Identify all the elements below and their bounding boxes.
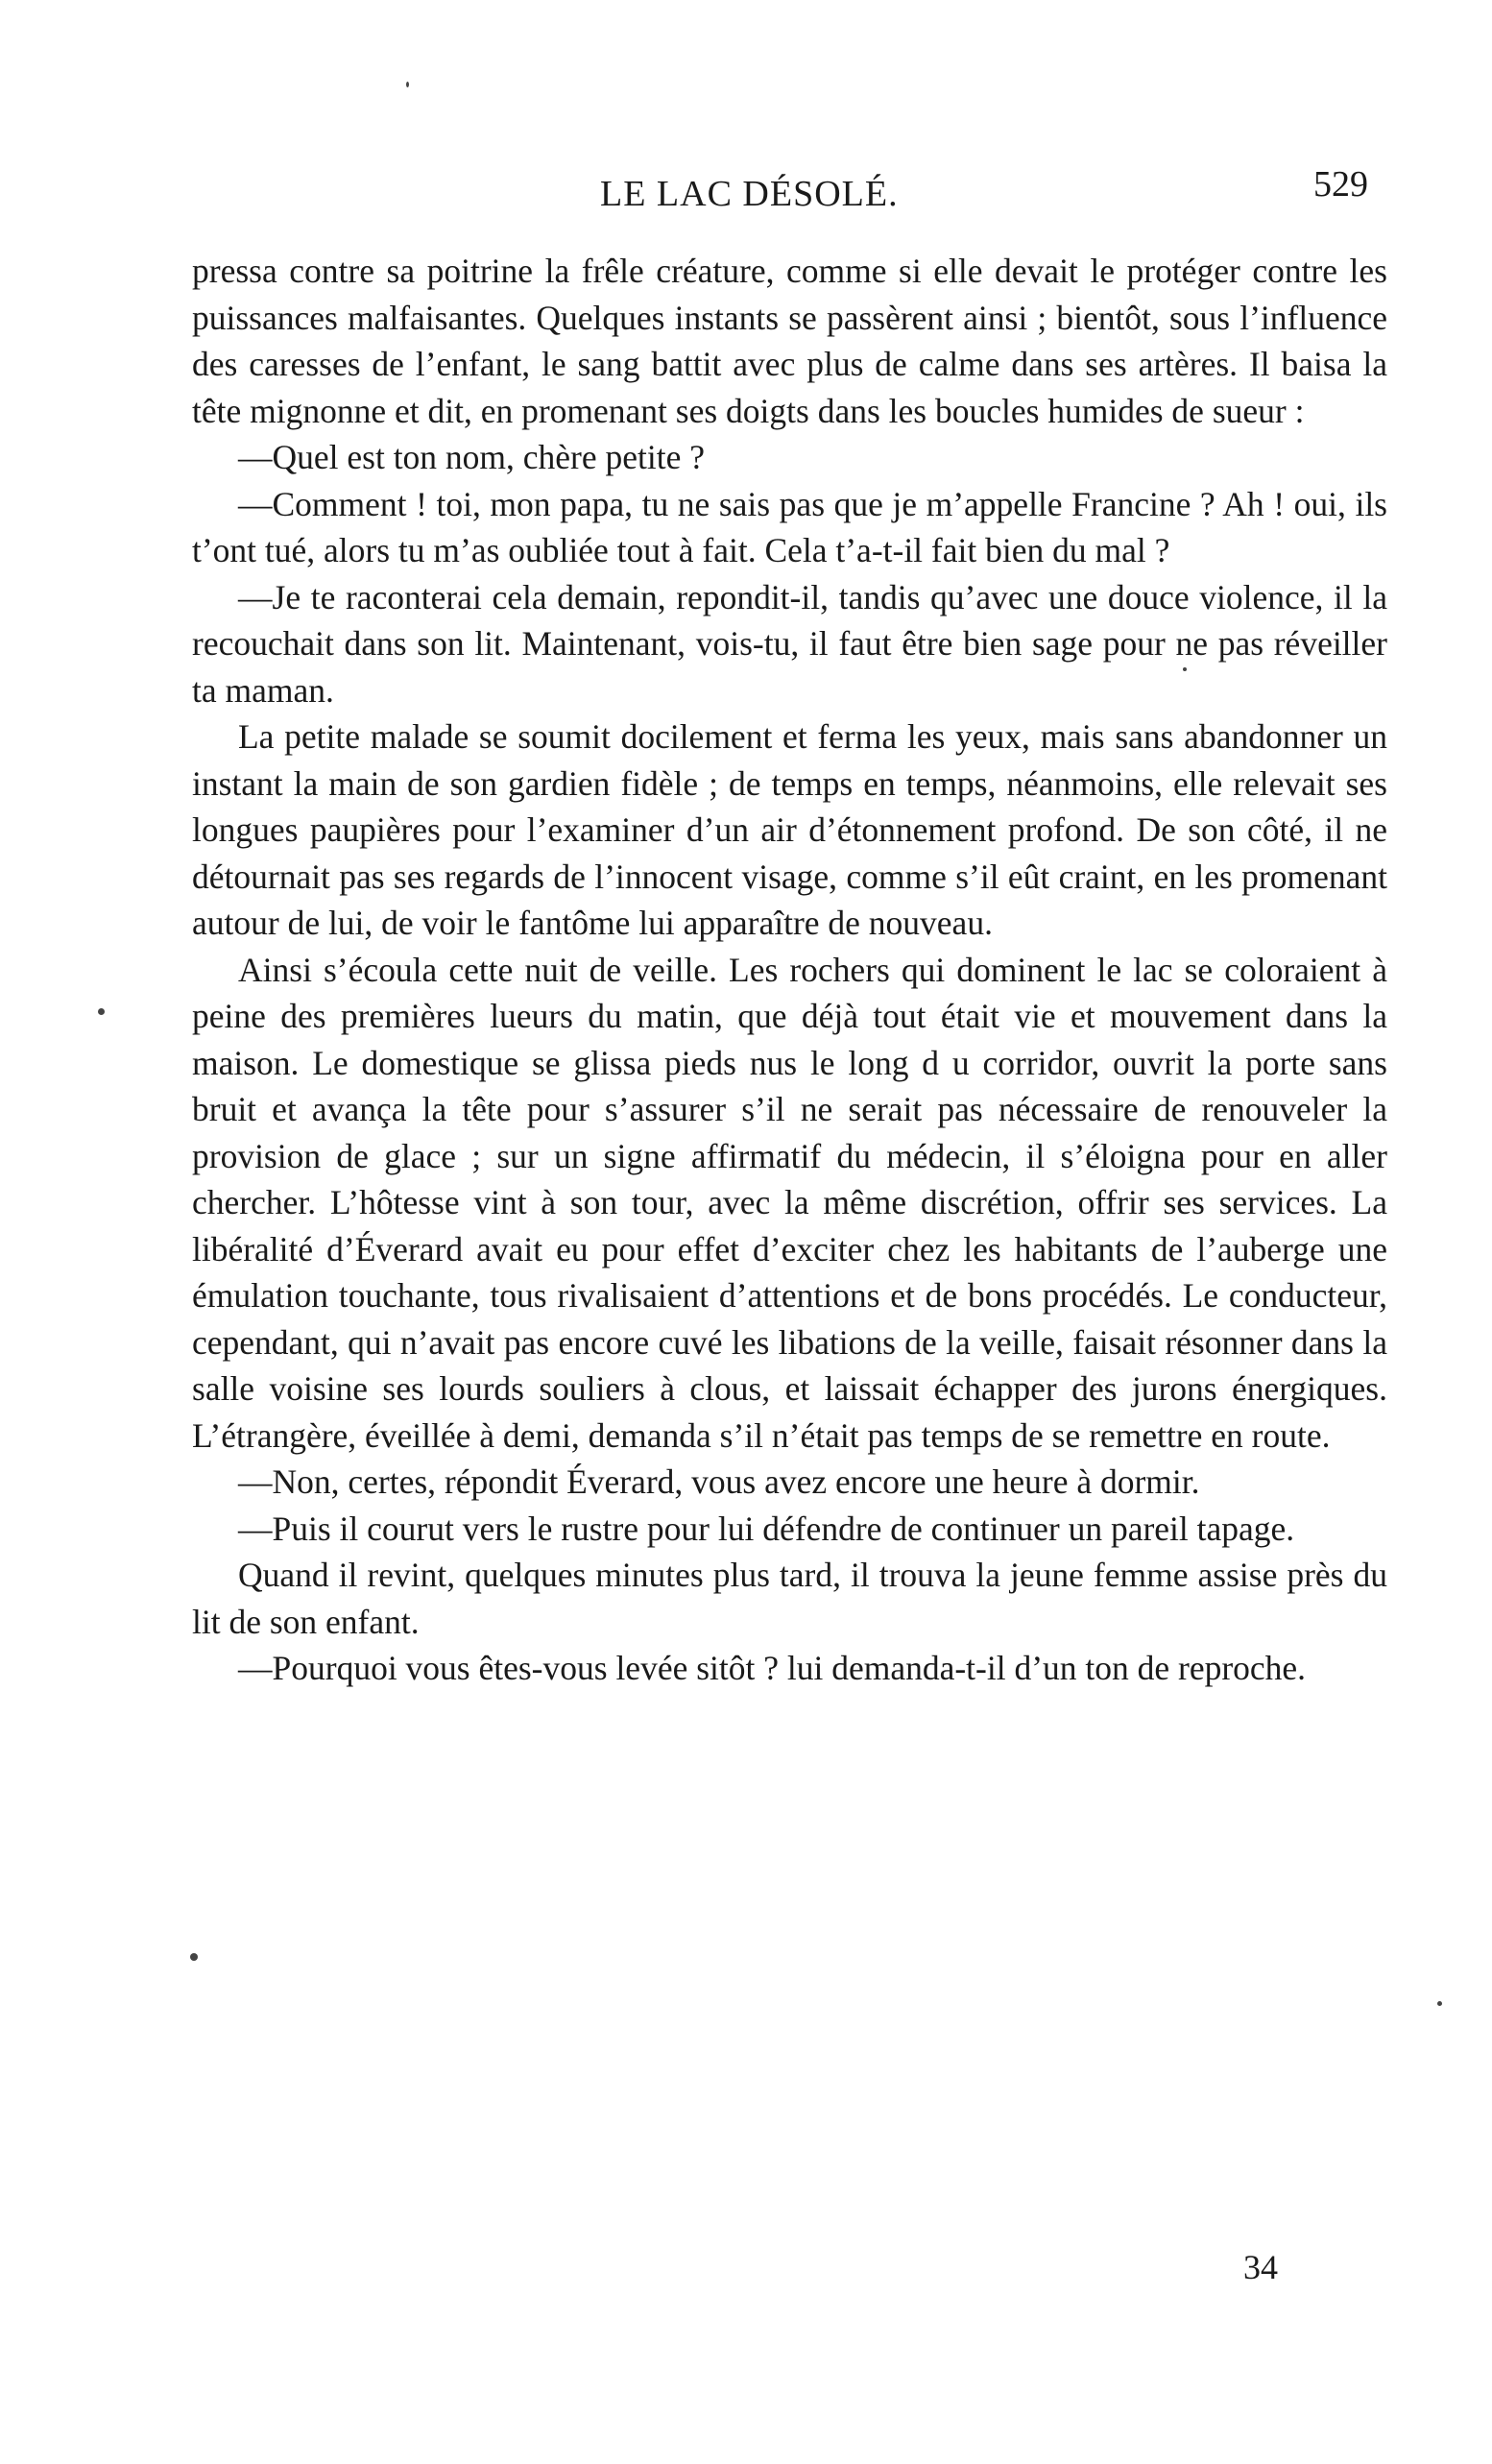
paragraph: —Je te raconterai cela demain, repondit-il, tandis qu’avec une douce violence, il la recouchait dans son lit. Maintenant, vois-tu, il faut être bien sage pour ne pas réveiller ta maman. bbox=[192, 577, 1387, 710]
ink-speck bbox=[98, 1008, 105, 1015]
page-number: 529 bbox=[1313, 164, 1368, 205]
paragraph: —Pourquoi vous êtes-vous levée sitôt ? lui demanda-t-il d’un ton de reproche. bbox=[238, 1649, 1307, 1687]
paragraph: —Quel est ton nom, chère petite ? bbox=[238, 438, 705, 476]
ink-speck bbox=[406, 82, 409, 87]
paragraph: Quand il revint, quelques minutes plus tard, il trouva la jeune femme assise près du lit de son enfant. bbox=[192, 1556, 1387, 1641]
page-header bbox=[187, 163, 1368, 221]
ink-speck bbox=[1437, 2001, 1442, 2006]
signature-mark: 34 bbox=[1243, 2248, 1278, 2286]
ink-speck bbox=[190, 1953, 198, 1961]
paragraph: —Non, certes, répondit Éverard, vous avez encore une heure à dormir. bbox=[238, 1462, 1200, 1501]
ink-speck bbox=[1183, 667, 1187, 671]
running-title: LE LAC DÉSOLÉ. bbox=[600, 174, 899, 214]
paragraph: pressa contre sa poitrine la frêle créature, comme si elle devait le protéger contre les puissances malfaisantes. Quelques instants se passèrent ainsi ; bientôt, sous l’influence des caresses de l’enfant, le sang battit avec plus de calme dans ses artères. Il baisa la tête mignonne et dit, en promenant ses doigts dans les boucles humides de sueur : bbox=[192, 252, 1387, 430]
body-text bbox=[192, 248, 1387, 1692]
paragraph: —Puis il courut vers le rustre pour lui défendre de continuer un pareil tapage. bbox=[238, 1509, 1295, 1548]
paragraph: La petite malade se soumit docilement et ferma les yeux, mais sans abandonner un instant la main de son gardien fidèle ; de temps en temps, néanmoins, elle relevait ses longues paupières pour l’examiner d’un air d’étonnement profond. De son côté, il ne détournait pas ses regards de l’innocent visage, comme s’il eût craint, en les promenant autour de lui, de voir le fantôme lui apparaître de nouveau. bbox=[192, 717, 1387, 942]
paragraph: Ainsi s’écoula cette nuit de veille. Les rochers qui dominent le lac se coloraient à peine des premières lueurs du matin, que déjà tout était vie et mouvement dans la maison. Le domestique se glissa pieds nus le long d u corridor, ouvrit la porte sans bruit et avança la tête pour s’assurer s’il ne serait pas nécessaire de renouveler la provision de glace ; sur un signe affirmatif du médecin, il s’éloigna pour en aller chercher. L’hôtesse vint à son tour, avec la même discrétion, offrir ses services. La libéralité d’Éverard avait eu pour effet d’exciter chez les habitants de l’auberge une émulation touchante, tous rivalisaient d’attentions et de bons procédés. Le conducteur, cependant, qui n’avait pas encore cuvé les libations de la veille, faisait résonner dans la salle voisine ses lourds souliers à clous, et laissait échapper des jurons énergiques. L’étrangère, éveillée à demi, demanda s’il n’était pas temps de se remettre en route. bbox=[192, 950, 1387, 1455]
paragraph: —Comment ! toi, mon papa, tu ne sais pas que je m’appelle Francine ? Ah ! oui, ils t’ont tué, alors tu m’as oubliée tout à fait. Cela t’a-t-il fait bien du mal ? bbox=[192, 484, 1387, 569]
